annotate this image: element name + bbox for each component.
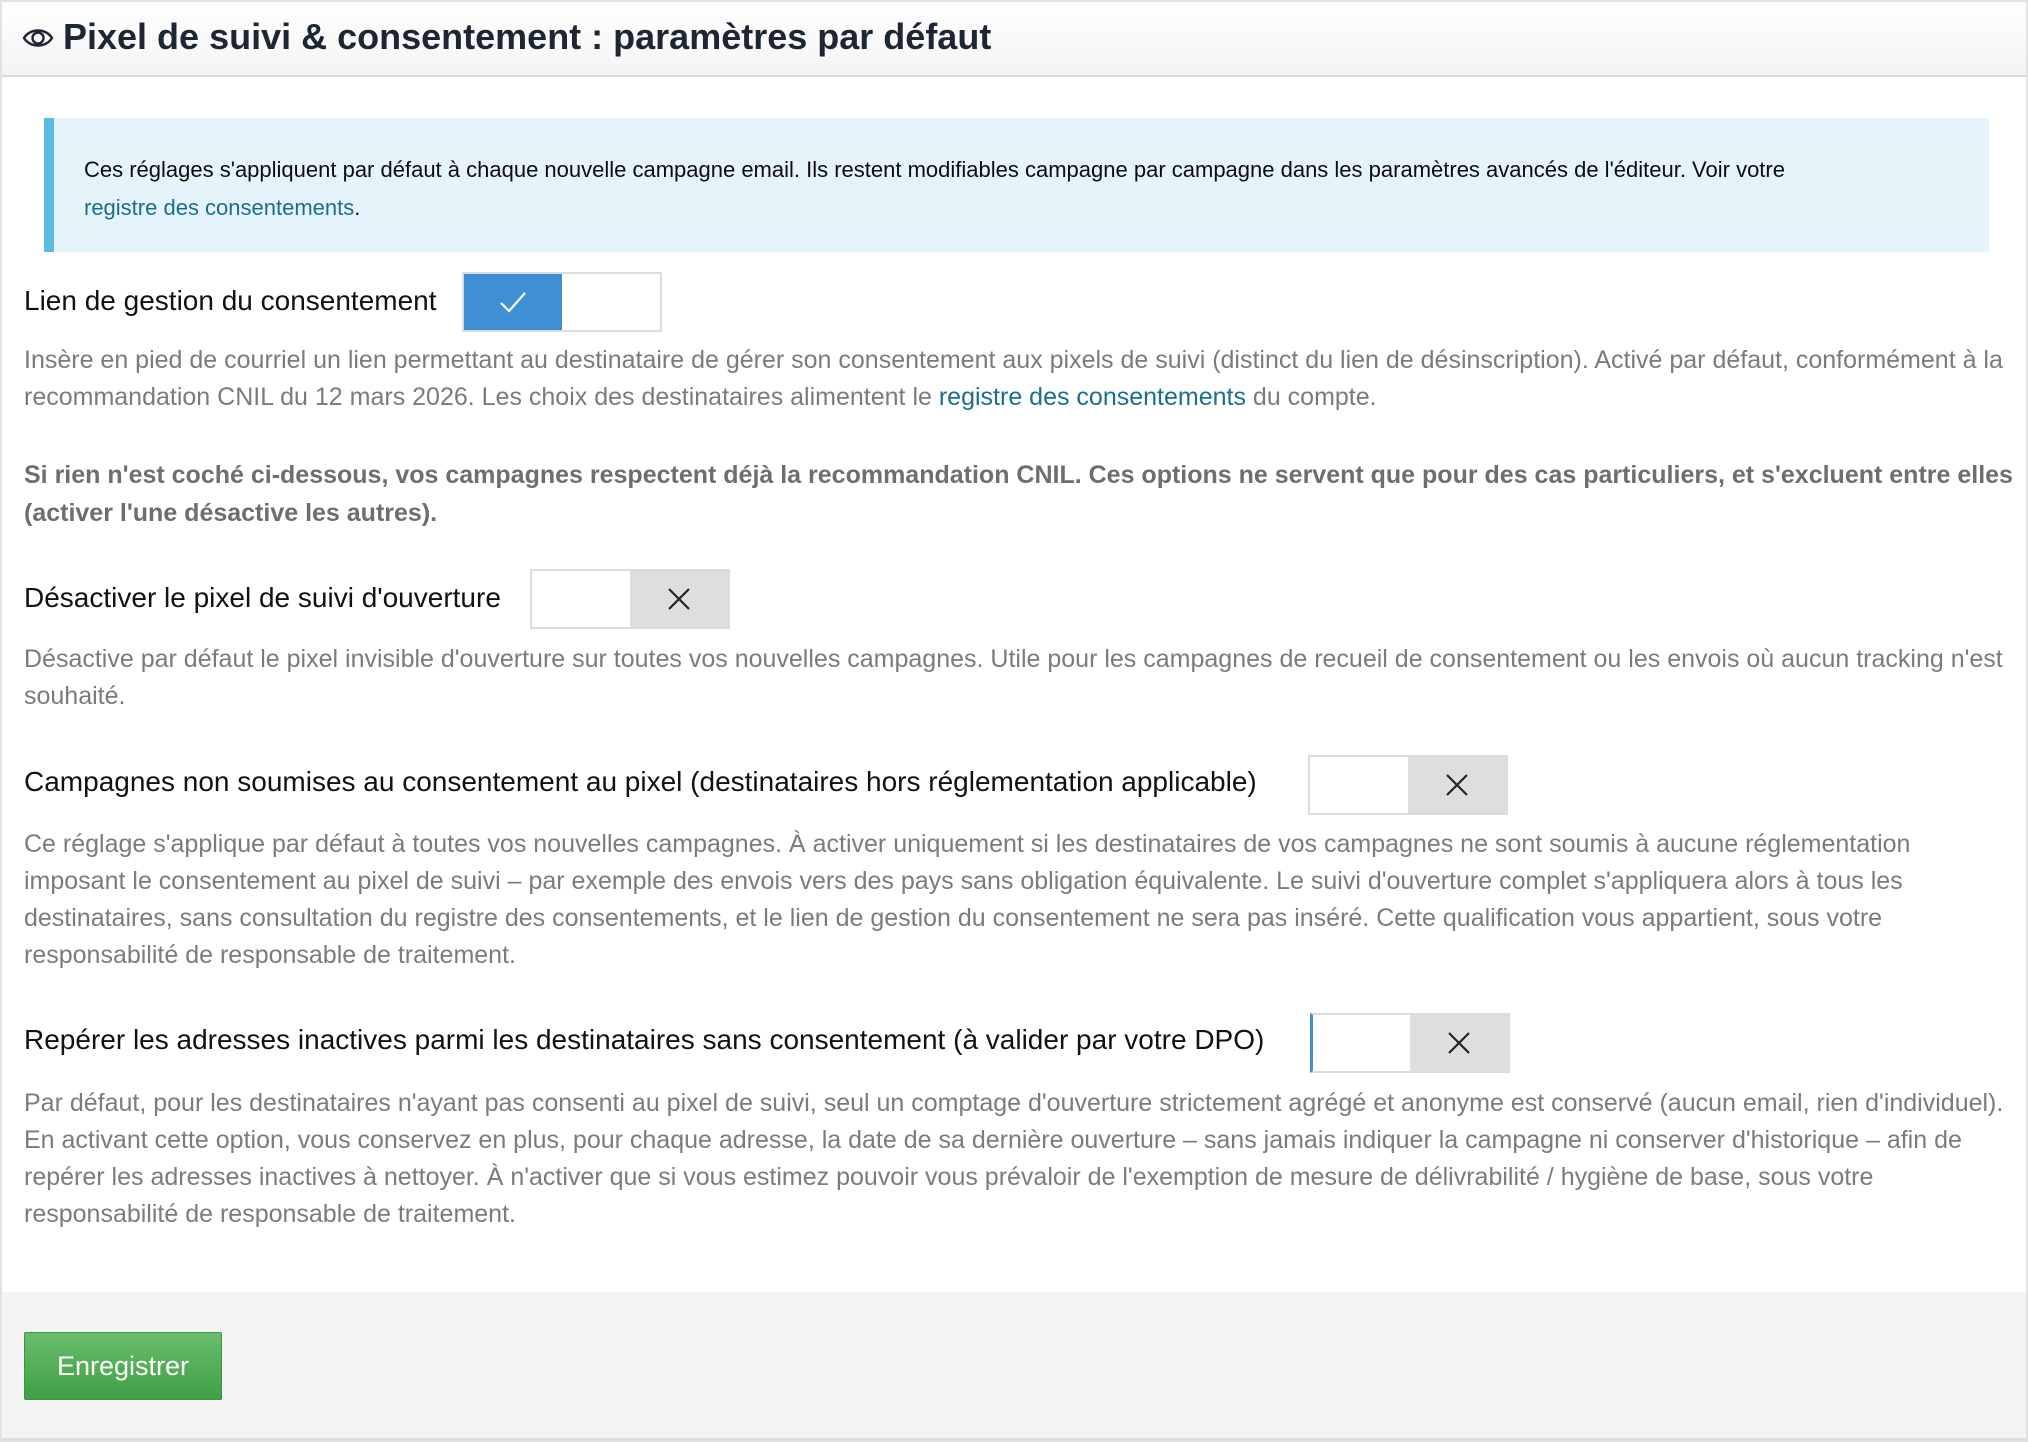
panel-footer xyxy=(2,1292,2026,1440)
consent-link-label: Lien de gestion du consentement xyxy=(24,285,437,316)
close-icon xyxy=(1446,1030,1472,1056)
not-subject-toggle[interactable] xyxy=(1308,755,1508,815)
options-warning: Si rien n'est coché ci-dessous, vos campagnes respectent déjà la recommandation CNIL. Ces options ne servent que pour des cas particuliers, et s'excluent entre elles (activer l'une désactive les autres). xyxy=(24,461,2013,527)
consent-link-desc-end: du compte. xyxy=(1252,383,1377,411)
disable-pixel-description: Désactive par défaut le pixel invisible d'ouverture sur toutes vos nouvelles campagnes. Utile pour les campagnes de recueil de consentement ou les envois où aucun tracking n'est souhaité. xyxy=(24,645,2003,710)
toggle-on-half xyxy=(532,571,630,627)
toggle-off-half xyxy=(630,571,728,627)
toggle-off-half xyxy=(562,274,660,330)
panel-header xyxy=(2,2,2026,77)
check-icon xyxy=(498,290,528,314)
disable-pixel-label: Désactiver le pixel de suivi d'ouverture xyxy=(24,582,501,613)
disable-pixel-toggle[interactable] xyxy=(530,569,730,629)
toggle-off-half xyxy=(1408,757,1506,813)
page-title: Pixel de suivi & consentement : paramètres par défaut xyxy=(63,16,992,57)
toggle-on-half xyxy=(1313,1015,1411,1071)
eye-icon xyxy=(22,23,54,53)
save-button[interactable]: Enregistrer xyxy=(24,1332,222,1400)
notice-end: . xyxy=(354,195,361,220)
not-subject-description: Ce réglage s'applique par défaut à toutes vos nouvelles campagnes. À activer uniquement si les destinataires de vos campagnes ne sont soumis à aucune réglementation imposant le consentement au pixel de suivi – par exemple des envois vers des pays sans obligation équivalente. Le suivi d'ouverture complet s'appliquera alors à tous les destinataires, sans consultation du registre des consentements, et le lien de gestion du consentement ne sera pas inséré. Cette qualification vous appartient, sous votre responsabilité de responsable de traitement. xyxy=(24,830,1911,969)
not-subject-label: Campagnes non soumises au consentement au pixel (destinataires hors réglementation applicable) xyxy=(24,766,1257,797)
notice-text: Ces réglages s'appliquent par défaut à chaque nouvelle campagne email. Ils restent modifiables campagne par campagne dans les paramètres avancés de l'éditeur. Voir votre xyxy=(84,157,1785,182)
close-icon xyxy=(666,586,692,612)
consent-link-toggle[interactable] xyxy=(462,272,662,332)
inactive-description: Par défaut, pour les destinataires n'ayant pas consenti au pixel de suivi, seul un comptage d'ouverture strictement agrégé et anonyme est conservé (aucun email, rien d'individuel). En activant cette option, vous conservez en plus, pour chaque adresse, la date de sa dernière ouverture – sans jamais indiquer la campagne ni conserver d'historique – afin de repérer les adresses inactives à nettoyer. À n'activer que si vous estimez pouvoir vous prévaloir de l'exemption de mesure de délivrabilité / hygiène de base, sous votre responsabilité de responsable de traitement. xyxy=(24,1089,2004,1228)
consent-registry-link-2[interactable]: registre des consentements xyxy=(938,383,1246,411)
toggle-on-half xyxy=(1310,757,1408,813)
inactive-toggle[interactable] xyxy=(1310,1013,1510,1073)
consent-registry-link[interactable]: registre des consentements xyxy=(84,195,355,220)
consent-link-description xyxy=(24,342,2014,416)
toggle-on-half xyxy=(464,274,562,330)
footer-divider xyxy=(2,1438,2026,1440)
close-icon xyxy=(1444,772,1470,798)
toggle-off-half xyxy=(1410,1015,1508,1071)
info-notice xyxy=(44,118,1989,252)
consent-link-desc-text: Insère en pied de courriel un lien permettant au destinataire de gérer son consentement aux pixels de suivi (distinct du lien de désinscription). Activé par défaut, conformément à la recommandation CNIL du 12 mars 2026. Les choix des destinataires alimentent le xyxy=(24,346,2003,411)
inactive-label: Repérer les adresses inactives parmi les destinataires sans consentement (à valider par votre DPO) xyxy=(24,1024,1265,1055)
